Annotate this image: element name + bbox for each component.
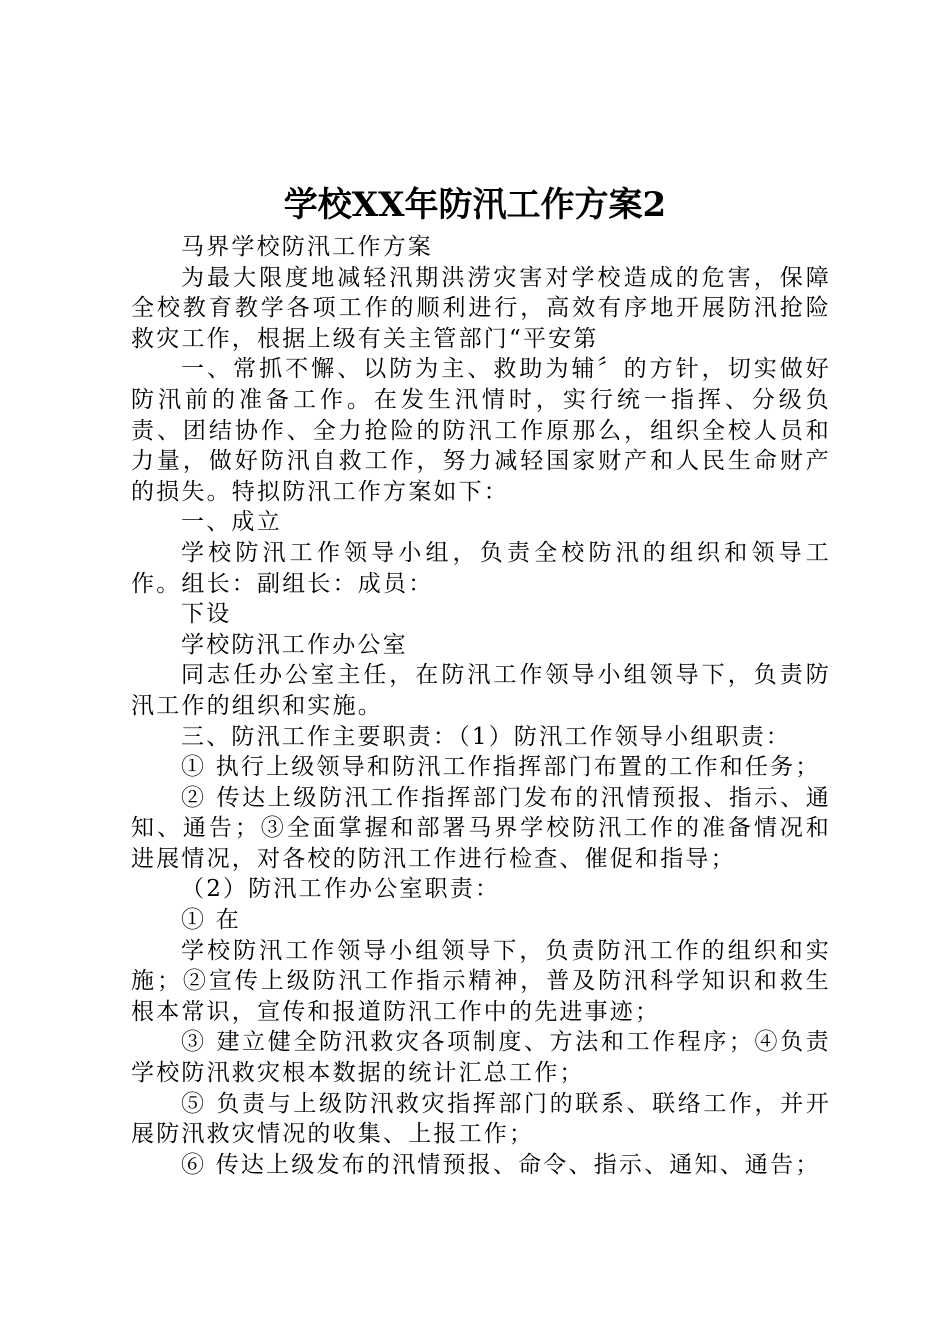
paragraph: ① 在 [181, 907, 241, 934]
paragraph: 学校防汛工作领导小组领导下，负责防汛工作的组织和实施；②宣传上级防汛工作指示精神，普及防汛科学知识和救生根本常识，宣传和报道防汛工作中的先进事迹； [131, 937, 831, 1025]
paragraph: 同志任办公室主任，在防汛工作领导小组领导下，负责防汛工作的组织和实施。 [131, 662, 831, 719]
document-title: 学校XX年防汛工作方案2 [283, 185, 667, 225]
paragraph: ⑥ 传达上级发布的汛情预报、命令、指示、通知、通告； [181, 1151, 821, 1178]
paragraph: 下设 [181, 601, 232, 628]
paragraph: ② 传达上级防汛工作指挥部门发布的汛情预报、指示、通知、通告；③全面掌握和部署马界学校防汛工作的准备情况和进展情况，对各校的防汛工作进行检查、催促和指导； [131, 784, 831, 872]
paragraph: ③ 建立健全防汛救灾各项制度、方法和工作程序；④负责学校防汛救灾根本数据的统计汇总工作； [131, 1029, 831, 1087]
paragraph: 马界学校防汛工作方案 [181, 234, 433, 260]
document-body [131, 232, 831, 1180]
paragraph: 一、成立 [181, 509, 282, 536]
paragraph: （2）防汛工作办公室职责： [181, 876, 501, 903]
paragraph: 一、常抓不懈、以防为主、救助为辅〞的方针，切实做好防汛前的准备工作。在发生汛情时，实行统一指挥、分级负责、团结协作、全力抢险的防汛工作原那么，组织全校人员和力量，做好防汛自救工作，努力减轻国家财产和人民生命财产的损失。特拟防汛工作方案如下： [131, 356, 831, 505]
paragraph: 为最大限度地减轻汛期洪涝灾害对学校造成的危害，保障全校教育教学各项工作的顺利进行，高效有序地开展防汛抢险救灾工作，根据上级有关主管部门“平安第 [131, 264, 831, 352]
paragraph: 学校防汛工作办公室 [181, 631, 408, 658]
paragraph: 三、防汛工作主要职责：（1）防汛工作领导小组职责： [181, 723, 792, 750]
paragraph: ⑤ 负责与上级防汛救灾指挥部门的联系、联络工作，并开展防汛救灾情况的收集、上报工作； [131, 1090, 831, 1148]
paragraph: 学校防汛工作领导小组，负责全校防汛的组织和领导工作。组长：副组长：成员： [131, 539, 831, 597]
paragraph: ① 执行上级领导和防汛工作指挥部门布置的工作和任务； [181, 754, 821, 781]
